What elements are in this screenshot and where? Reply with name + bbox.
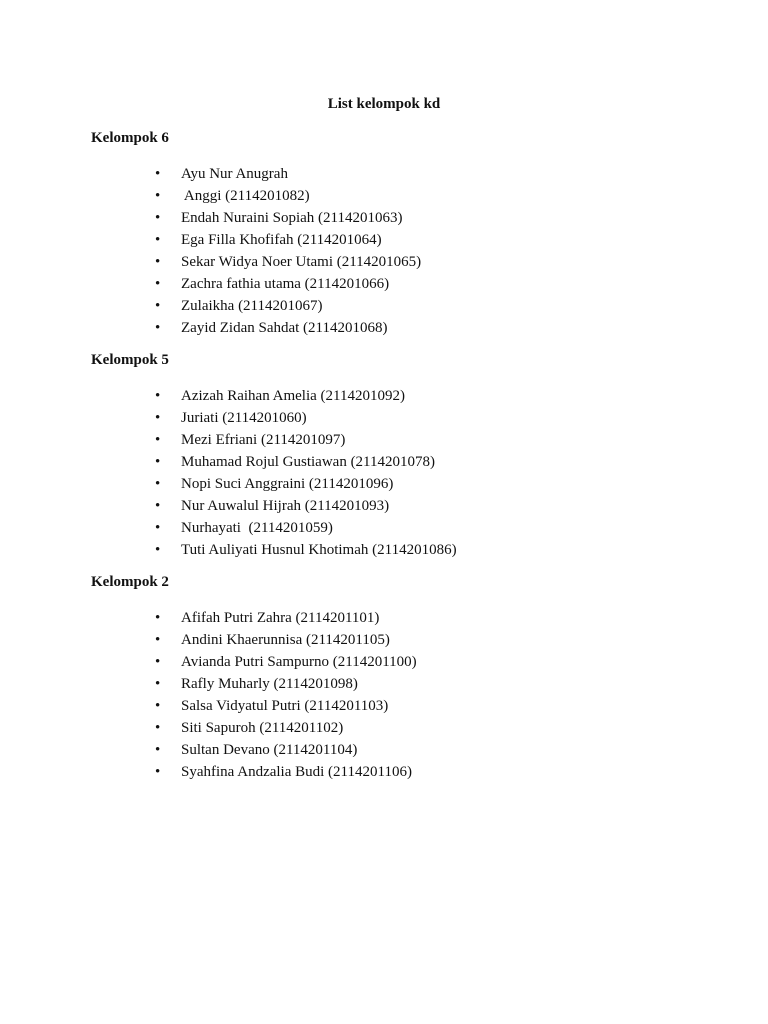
group-title: Kelompok 5 xyxy=(91,352,169,368)
list-item xyxy=(91,229,691,251)
bullet-icon: • xyxy=(155,654,161,670)
member-name: Siti Sapuroh (2114201102) xyxy=(181,720,344,736)
list-item xyxy=(91,407,691,429)
member-name: Andini Khaerunnisa (2114201105) xyxy=(181,632,390,648)
member-name: Syahfina Andzalia Budi (2114201106) xyxy=(181,764,412,780)
member-name: Rafly Muharly (2114201098) xyxy=(181,676,358,692)
member-name: Nopi Suci Anggraini (2114201096) xyxy=(181,476,394,492)
list-item xyxy=(91,495,691,517)
list-item xyxy=(91,473,691,495)
bullet-icon: • xyxy=(155,698,161,714)
member-name: Ega Filla Khofifah (2114201064) xyxy=(181,232,382,248)
group-section xyxy=(91,572,691,783)
bullet-icon: • xyxy=(155,298,161,314)
list-item xyxy=(91,451,691,473)
bullet-icon: • xyxy=(155,764,161,780)
list-item xyxy=(91,717,691,739)
member-name: Sultan Devano (2114201104) xyxy=(181,742,358,758)
list-item xyxy=(91,295,691,317)
group-section xyxy=(91,350,691,561)
member-name: Zachra fathia utama (2114201066) xyxy=(181,276,390,292)
member-name: Mezi Efriani (2114201097) xyxy=(181,432,346,448)
member-name: Juriati (2114201060) xyxy=(181,410,307,426)
member-name: Anggi (2114201082) xyxy=(181,188,310,204)
bullet-icon: • xyxy=(155,454,161,470)
list-item xyxy=(91,651,691,673)
list-item xyxy=(91,429,691,451)
bullet-icon: • xyxy=(155,720,161,736)
member-list xyxy=(91,385,691,561)
bullet-icon: • xyxy=(155,520,161,536)
list-item xyxy=(91,185,691,207)
member-list xyxy=(91,163,691,339)
bullet-icon: • xyxy=(155,410,161,426)
document-title: List kelompok kd xyxy=(327,96,441,112)
list-item xyxy=(91,539,691,561)
bullet-icon: • xyxy=(155,676,161,692)
bullet-icon: • xyxy=(155,166,161,182)
member-name: Avianda Putri Sampurno (2114201100) xyxy=(181,654,417,670)
group-title: Kelompok 2 xyxy=(91,574,169,590)
list-item xyxy=(91,317,691,339)
bullet-icon: • xyxy=(155,320,161,336)
list-item xyxy=(91,761,691,783)
member-name: Tuti Auliyati Husnul Khotimah (2114201086) xyxy=(181,542,457,558)
member-list xyxy=(91,607,691,783)
list-item xyxy=(91,695,691,717)
member-name: Zulaikha (2114201067) xyxy=(181,298,323,314)
member-name: Sekar Widya Noer Utami (2114201065) xyxy=(181,254,422,270)
group-section xyxy=(91,128,691,339)
member-name: Muhamad Rojul Gustiawan (2114201078) xyxy=(181,454,435,470)
bullet-icon: • xyxy=(155,498,161,514)
member-name: Nur Auwalul Hijrah (2114201093) xyxy=(181,498,390,514)
bullet-icon: • xyxy=(155,742,161,758)
bullet-icon: • xyxy=(155,542,161,558)
bullet-icon: • xyxy=(155,388,161,404)
list-item xyxy=(91,163,691,185)
list-item xyxy=(91,207,691,229)
bullet-icon: • xyxy=(155,276,161,292)
list-item xyxy=(91,607,691,629)
bullet-icon: • xyxy=(155,632,161,648)
list-item xyxy=(91,673,691,695)
list-item xyxy=(91,739,691,761)
bullet-icon: • xyxy=(155,476,161,492)
bullet-icon: • xyxy=(155,188,161,204)
bullet-icon: • xyxy=(155,432,161,448)
member-name: Salsa Vidyatul Putri (2114201103) xyxy=(181,698,389,714)
list-item xyxy=(91,251,691,273)
list-item xyxy=(91,385,691,407)
bullet-icon: • xyxy=(155,610,161,626)
member-name: Azizah Raihan Amelia (2114201092) xyxy=(181,388,405,404)
bullet-icon: • xyxy=(155,232,161,248)
member-name: Nurhayati (2114201059) xyxy=(181,520,333,536)
bullet-icon: • xyxy=(155,254,161,270)
member-name: Zayid Zidan Sahdat (2114201068) xyxy=(181,320,388,336)
list-item xyxy=(91,629,691,651)
member-name: Afifah Putri Zahra (2114201101) xyxy=(181,610,380,626)
list-item xyxy=(91,517,691,539)
list-item xyxy=(91,273,691,295)
member-name: Ayu Nur Anugrah xyxy=(181,166,288,182)
bullet-icon: • xyxy=(155,210,161,226)
group-title: Kelompok 6 xyxy=(91,130,169,146)
member-name: Endah Nuraini Sopiah (2114201063) xyxy=(181,210,403,226)
